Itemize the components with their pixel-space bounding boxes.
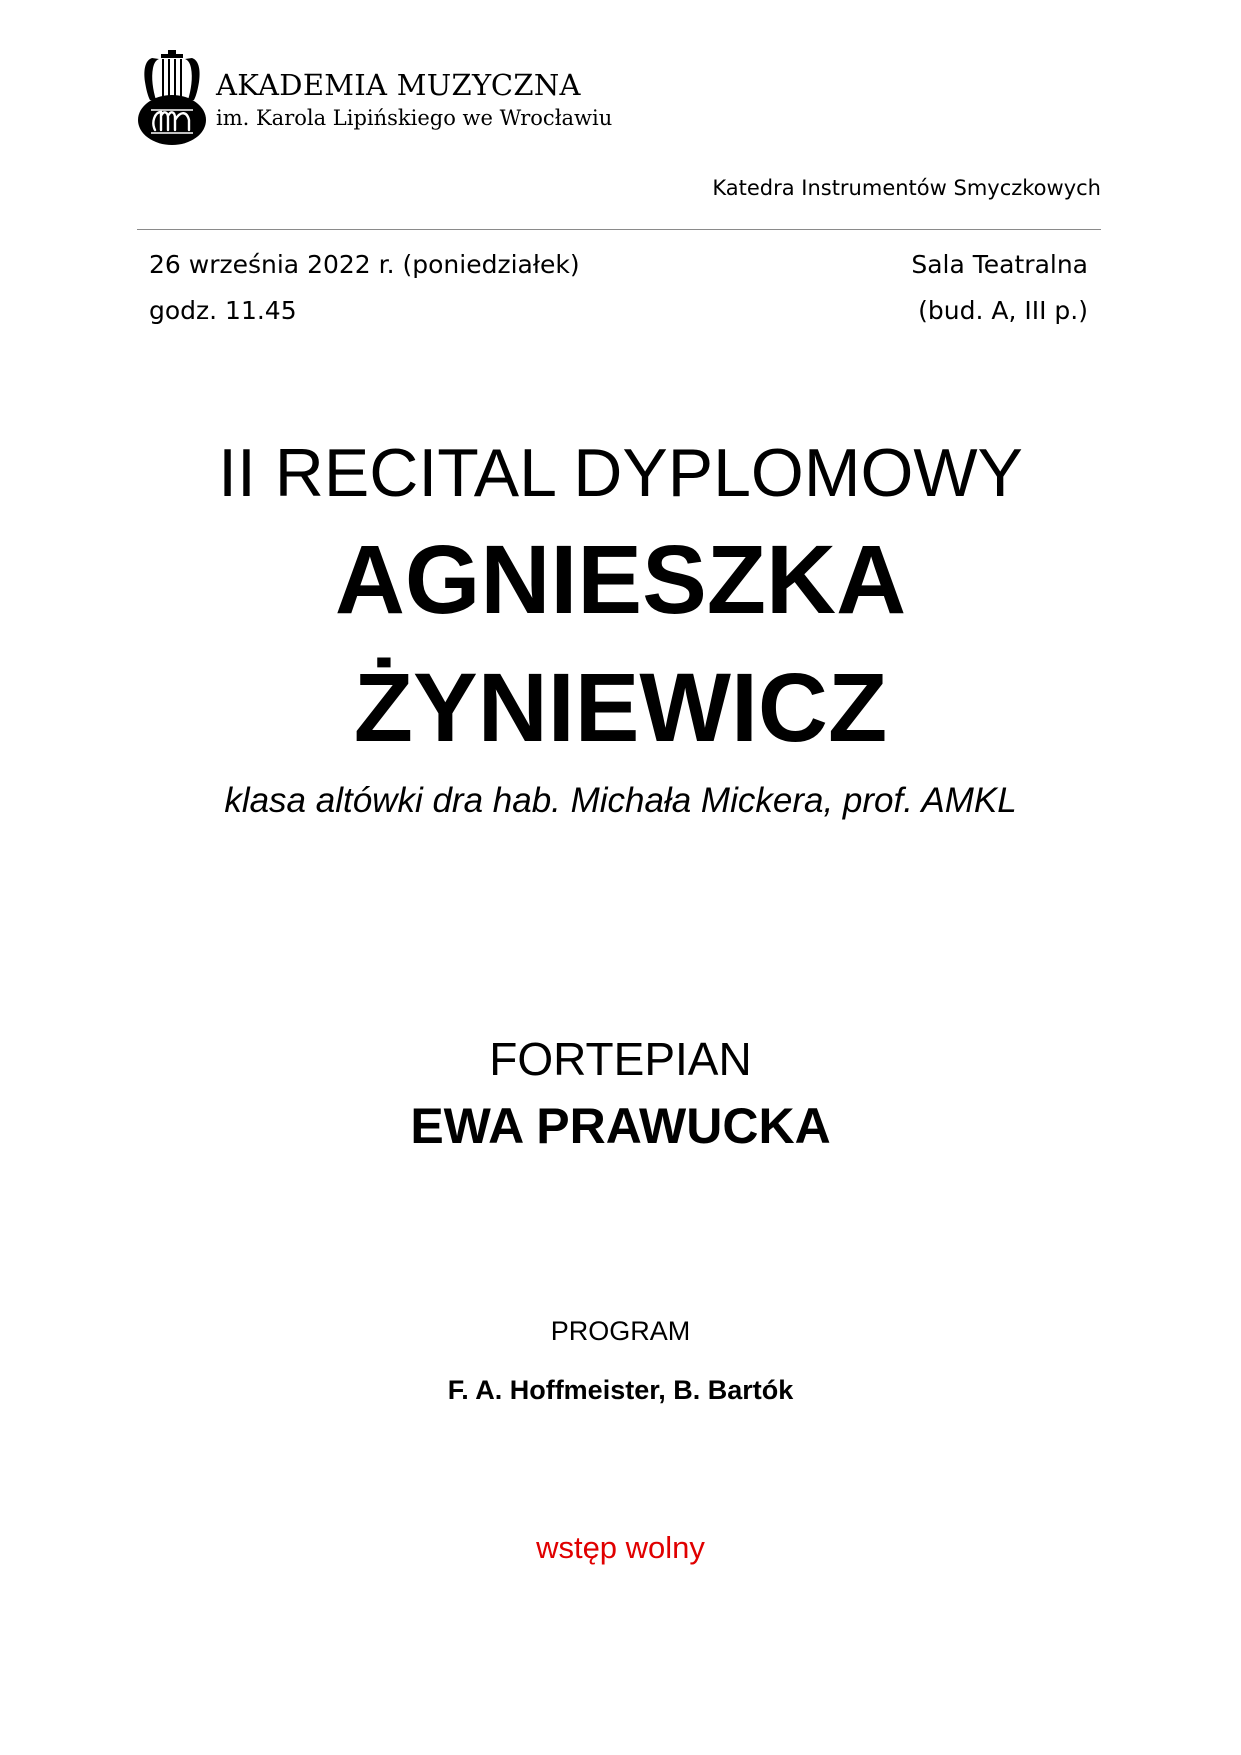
event-building: (bud. A, III p.) [918,296,1088,325]
event-hall: Sala Teatralna [911,250,1088,279]
accompanist-instrument: FORTEPIAN [489,1033,752,1085]
academy-subtitle: im. Karola Lipińskiego we Wrocławiu [216,106,613,130]
performer-class: klasa altówki dra hab. Michała Mickera, prof. AMKL [224,781,1017,820]
event-date: 26 września 2022 r. (poniedziałek) [149,250,580,279]
performer-last-name: ŻYNIEWICZ [353,653,888,762]
academy-logo [137,50,613,146]
admission-note: wstęp wolny [536,1530,705,1565]
academy-name: AKADEMIA MUZYCZNA [216,68,581,102]
recital-title: II RECITAL DYPLOMOWY [218,435,1023,511]
program-heading: PROGRAM [550,1316,691,1346]
performer-first-name: AGNIESZKA [334,525,907,634]
lyre-icon [137,50,207,146]
program-composers: F. A. Hoffmeister, B. Bartók [447,1375,794,1405]
header-divider [137,229,1101,230]
accompanist-name: EWA PRAWUCKA [410,1098,831,1154]
department-name: Katedra Instrumentów Smyczkowych [712,176,1101,200]
event-time: godz. 11.45 [149,296,297,325]
